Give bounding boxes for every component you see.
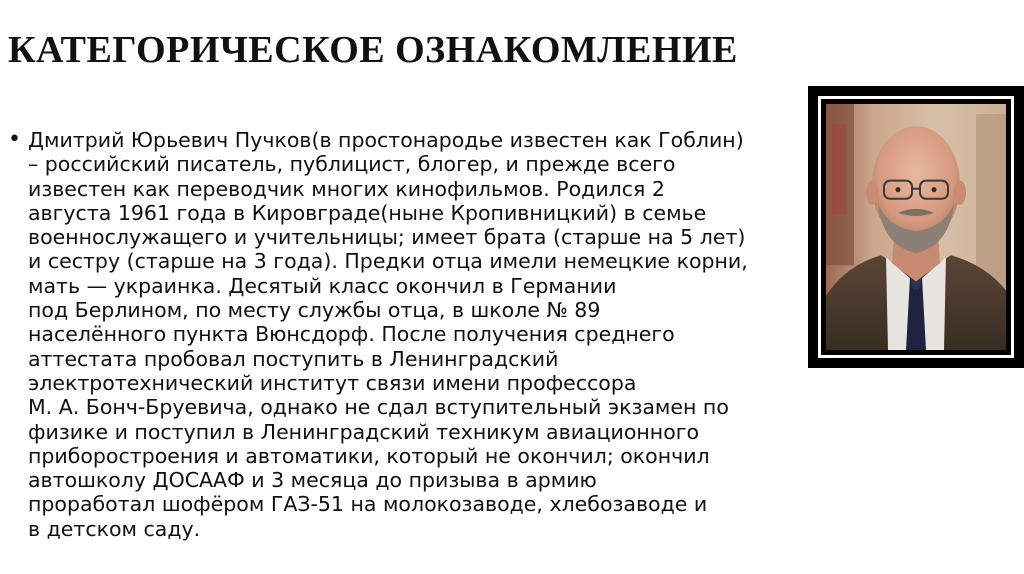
text-line: в детском саду. — [28, 516, 201, 541]
text-line: проработал шофёром ГАЗ-51 на молокозаводе, хлебозаводе и — [28, 492, 708, 517]
text-line: населённого пункта Вюнсдорф. После получения среднего — [28, 322, 675, 347]
slide-title: КАТЕГОРИЧЕСКОЕ ОЗНАКОМЛЕНИЕ — [8, 29, 738, 71]
portrait-frame — [808, 86, 1024, 368]
text-line: физике и поступил в Ленинградский техникум авиационного — [28, 419, 700, 444]
text-line: под Берлином, по месту службы отца, в школе № 89 — [28, 298, 601, 323]
text-line: М. А. Бонч-Бруевича, однако не сдал вступительный экзамен по — [28, 395, 729, 420]
portrait-mat — [818, 96, 1014, 358]
text-line: приборостроения и автоматики, который не окончил; окончил — [28, 443, 710, 468]
text-line: и сестру (старше на 3 года). Предки отца имели немецкие корни, — [28, 249, 748, 274]
text-line: автошколу ДОСААФ и 3 месяца до призыва в армию — [28, 468, 597, 493]
text-line: августа 1961 года в Кировграде(ныне Кропивницкий) в семье — [28, 200, 707, 225]
bullet-marker: • — [8, 127, 21, 152]
text-line: военнослужащего и учительницы; имеет брата (старше на 5 лет) — [28, 225, 746, 250]
text-line: известен как переводчик многих кинофильмов. Родился 2 — [28, 176, 665, 201]
text-line: аттестата пробовал поступить в Ленинградский — [28, 346, 559, 371]
text-line: – российский писатель, публицист, блогер, и прежде всего — [28, 152, 676, 177]
text-line: Дмитрий Юрьевич Пучков(в простонародье известен как Гоблин) — [28, 128, 744, 152]
portrait-photo — [826, 104, 1006, 350]
text-line: мать — украинка. Десятый класс окончил в Германии — [28, 273, 617, 298]
bullet-paragraph — [8, 128, 808, 541]
biography-text — [28, 128, 808, 541]
text-line: электротехнический институт связи имени профессора — [28, 370, 637, 395]
